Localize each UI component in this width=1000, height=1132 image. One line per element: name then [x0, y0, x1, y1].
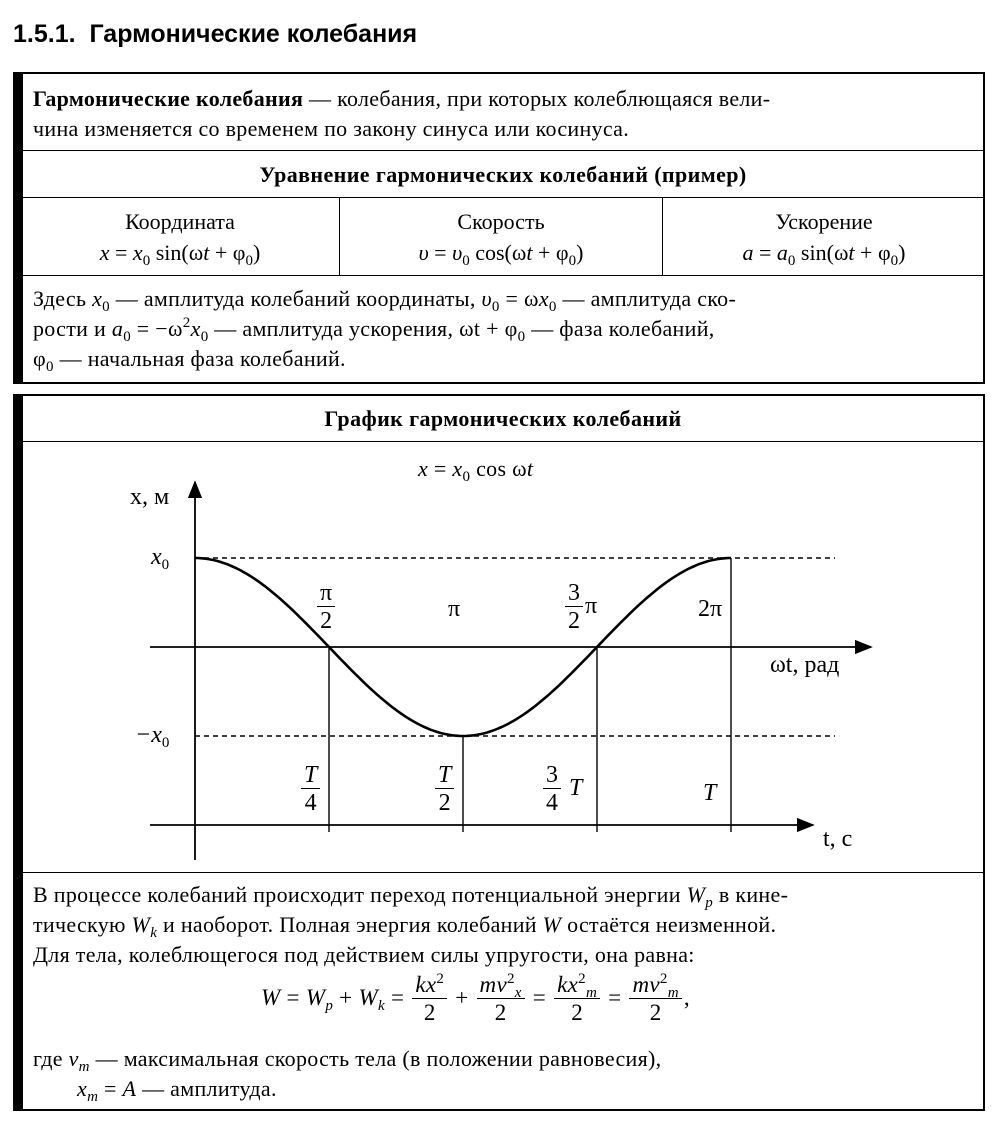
graph-header: График гармонических колебаний [324, 406, 682, 431]
definition-text [33, 84, 770, 144]
y-axis-label: x, м [130, 484, 170, 510]
graph-formula: $x = x_0$ cos ωt [418, 456, 534, 485]
divider [21, 275, 985, 276]
tick-t-three-quarters: $\frac{3}{4}$ T [541, 762, 582, 817]
velocity-column [340, 206, 662, 268]
section-title [13, 20, 417, 49]
acceleration-column [663, 206, 985, 268]
tick-two-pi: 2π [698, 596, 723, 622]
y-tick-top: $x_0$ [151, 544, 170, 573]
tick-three-halves-pi: $\frac{3}{2}$ π [563, 580, 597, 635]
tick-t-half: $\frac{T}{2}$ [433, 762, 456, 817]
divider [21, 150, 985, 151]
coordinate-column [21, 206, 339, 268]
omega-axis-label: ωt, рад [770, 652, 840, 678]
tick-t-quarter: $\frac{T}{4}$ [299, 762, 322, 817]
velocity-label: Скорость [457, 209, 545, 234]
velocity-equation: $\upsilon = \upsilon_0$ $\cos(\omega t + \varphi_0)$ [418, 240, 584, 269]
graph-box [13, 394, 985, 1111]
divider [21, 872, 985, 873]
definition-line1: — колебания, при которых колеблющаяся вели- [303, 86, 771, 111]
definition-line2: чина изменяется со временем по закону синуса или косинуса. [33, 116, 630, 141]
tick-pi: π [448, 596, 461, 622]
definition-term: Гармонические колебания [33, 86, 304, 111]
energy-text: В процессе колебаний происходит переход потенциальной энергии $W_p$ в кине- тическую $W_k$ и наоборот. Полная энергия колебаний W остаётся неизменной. Для тела, колеблющегося под действием силы упругости, она равна: [33, 882, 789, 967]
chart-guides [195, 558, 835, 832]
left-accent-bar [13, 72, 21, 384]
equations-header: Уравнение гармонических колебаний (пример) [259, 162, 747, 187]
tick-pi-half: $\frac{\pi}{2}$ [315, 580, 337, 635]
acceleration-label: Ускорение [775, 209, 873, 234]
coordinate-equation: $x = x_0$ $\sin(\omega t + \varphi_0)$ [99, 240, 261, 269]
energy-notes: где $v_m$ — максимальная скорость тела (в положении равновесия), $x_m = A$ — амплитуда. [33, 1046, 662, 1105]
definition-box [13, 72, 985, 384]
oscillation-chart [13, 394, 985, 872]
section-name: Гармонические колебания [89, 20, 418, 48]
coordinate-label: Координата [125, 209, 235, 234]
explanation-text: Здесь $x_0$ — амплитуда колебаний координаты, $\upsilon_0 = \omega x_0$ — амплитуда ско- рости и $a_0 = -\omega^2x_0$ — амплитуда ускорения, $\omega t + \varphi_0$ — фаза колебаний, $\varphi_0$ — начальная фаза колебаний. [33, 286, 737, 375]
y-tick-bottom: $-x_0$ [135, 722, 170, 751]
time-axis-label: t, с [823, 826, 853, 852]
divider [21, 197, 985, 198]
energy-formula: $W = W_p + W_k$ = $\frac{kx^2}{2}$ + $\frac{mv^2_x}{2}$ = $\frac{kx^2_m}{2}$ = $\frac{mv^2_m}{2}$ , [261, 971, 690, 1025]
tick-t-full: T [703, 780, 717, 806]
acceleration-equation: $a = a_0$ $\sin(\omega t + \varphi_0)$ [742, 240, 906, 269]
section-number: 1.5.1. [13, 20, 76, 48]
